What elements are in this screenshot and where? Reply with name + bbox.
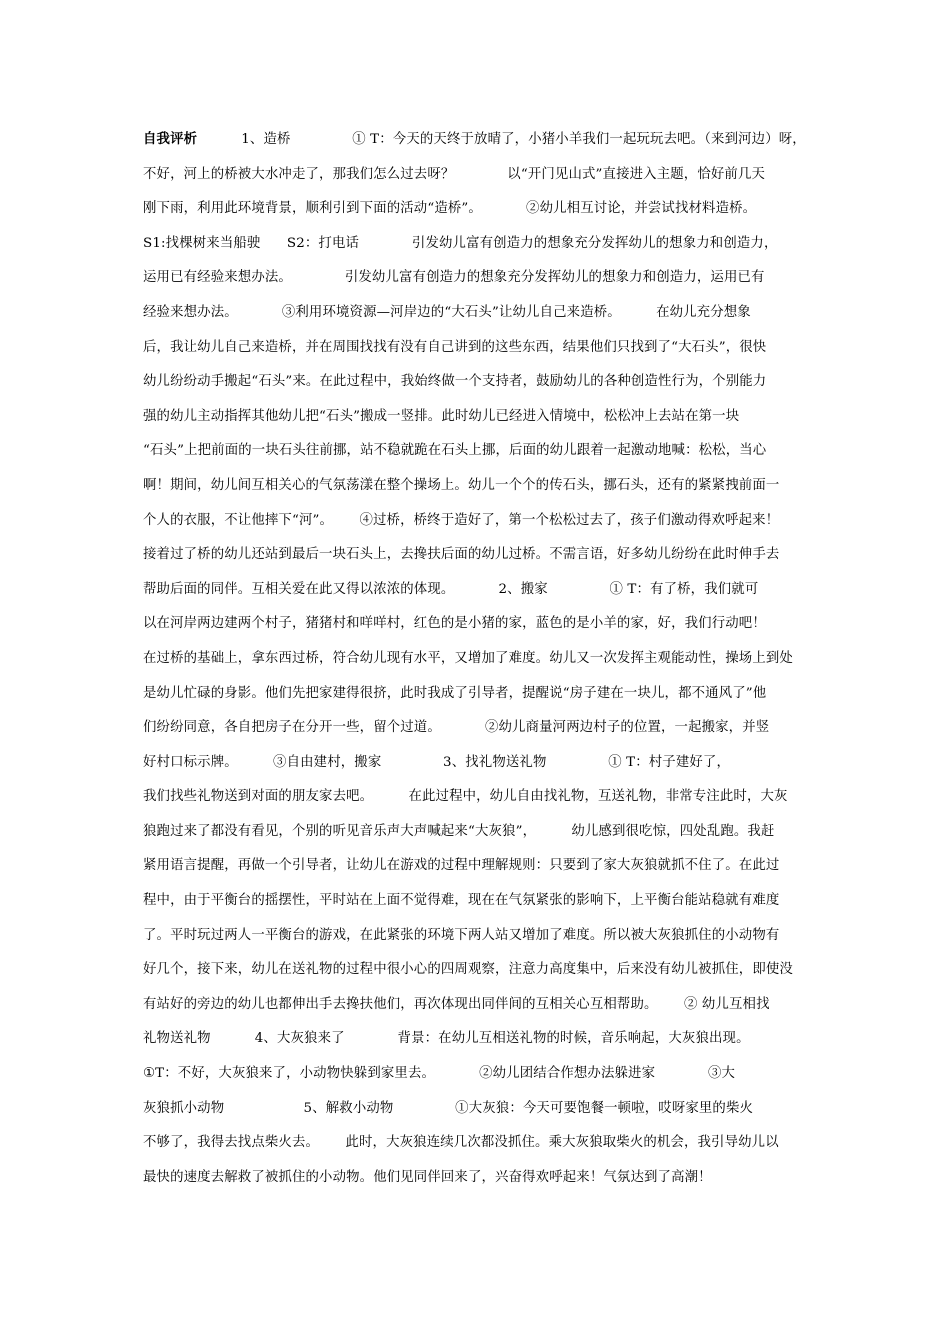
text-line: 是幼儿忙碌的身影。他们先把家建得很挤，此时我成了引导者，提醒说“房子建在一块儿，都不通风了”他: [143, 685, 767, 701]
text-line: S1:找棵树来当船驶 S2：打电话 引发幼儿富有创造力的想象充分发挥幼儿的想象力和创造力，: [143, 235, 778, 251]
text-line: 好几个，接下来，幼儿在送礼物的过程中很小心的四周观察，注意力高度集中，后来没有幼儿被抓住，即使没: [143, 962, 793, 978]
text-line: 我们找些礼物送到对面的朋友家去吧。 在此过程中，幼儿自由找礼物，互送礼物，非常专注此时，大灰: [143, 789, 788, 805]
text-line: 不够了，我得去找点柴火去。 此时，大灰狼连续几次都没抓住。乘大灰狼取柴火的机会，我引导幼儿以: [143, 1135, 779, 1151]
text-line: 个人的衣服，不让他摔下“河”。 ④过桥，桥终于造好了，第一个松松过去了，孩子们激动得欢呼起来！: [143, 512, 780, 528]
text-line: 了。平时玩过两人一平衡台的游戏，在此紧张的环境下两人站又增加了难度。所以被大灰狼抓住的小动物有: [143, 927, 780, 943]
text-line: 幼儿纷纷动手搬起“石头”来。在此过程中，我始终做一个支持者，鼓励幼儿的各种创造性行为，个别能力: [143, 374, 767, 390]
text-line: [143, 123, 815, 158]
text-line: ①T：不好，大灰狼来了，小动物快躲到家里去。 ②幼儿团结合作想办法躲进家 ③大: [143, 1066, 736, 1082]
section-heading: 自我评析: [143, 132, 198, 147]
text-line: 以在河岸两边建两个村子，猪猪村和咩咩村，红色的是小猪的家，蓝色的是小羊的家，好，我们行动吧！: [143, 616, 766, 632]
text-line: 灰狼抓小动物 5、解救小动物 ①大灰狼：今天可要饱餐一顿啦，哎呀家里的柴火: [143, 1100, 754, 1116]
text-line: 不好，河上的桥被大水冲走了，那我们怎么过去呀？ 以“开门见山式”直接进入主题，恰好前几天: [143, 166, 766, 182]
text-line: 强的幼儿主动指挥其他幼儿把“石头”搬成一竖排。此时幼儿已经进入情境中，松松冲上去站在第一块: [143, 408, 740, 424]
text-line: 好村口标示牌。 ③自由建村，搬家 3、找礼物送礼物 ① T：村子建好了，: [143, 754, 731, 770]
text-line: 接着过了桥的幼儿还站到最后一块石头上，去搀扶后面的幼儿过桥。不需言语，好多幼儿纷纷在此时伸手去: [143, 547, 780, 563]
text-line: 帮助后面的同伴。互相关爱在此又得以浓浓的体现。 2、搬家 ① T：有了桥，我们就可: [143, 581, 759, 597]
text-line: 运用已有经验来想办法。 引发幼儿富有创造力的想象充分发挥幼儿的想象力和创造力，运用已有: [143, 270, 765, 286]
text-line: 最快的速度去解救了被抓住的小动物。他们见同伴回来了，兴奋得欢呼起来！气氛达到了高潮！: [143, 1169, 712, 1185]
text-line: 紧用语言提醒，再做一个引导者，让幼儿在游戏的过程中理解规则：只要到了家大灰狼就抓不住了。在此过: [143, 858, 780, 874]
text-line: 程中，由于平衡台的摇摆性，平时站在上面不觉得难，现在在气氛紧张的影响下，上平衡台能站稳就有难度: [143, 893, 780, 909]
text-line: “石头”上把前面的一块石头往前挪，站不稳就跪在石头上挪，后面的幼儿跟着一起激动地喊：松松，当心: [143, 443, 767, 459]
text-line-content: 1、造桥 ① T：今天的天终于放晴了，小猪小羊我们一起玩玩去吧。（来到河边）呀，: [197, 132, 806, 147]
text-line: 后，我让幼儿自己来造桥，并在周围找找有没有自己讲到的这些东西，结果他们只找到了“大石头”，很快: [143, 339, 767, 355]
text-line: 经验来想办法。 ③利用环境资源—河岸边的“大石头”让幼儿自己来造桥。 在幼儿充分想象: [143, 304, 751, 320]
body-text: [143, 123, 815, 1195]
text-line: 礼物送礼物 4、大灰狼来了 背景：在幼儿互相送礼物的时候，音乐响起，大灰狼出现。: [143, 1031, 750, 1047]
text-line: 在过桥的基础上，拿东西过桥，符合幼儿现有水平，又增加了难度。幼儿又一次发挥主观能动性，操场上到处: [143, 650, 793, 666]
text-line: 啊！期间，幼儿间互相关心的气氛荡漾在整个操场上。幼儿一个个的传石头，挪石头，还有的紧紧拽前面一: [143, 477, 780, 493]
text-line: 刚下雨，利用此环境背景，顺利引到下面的活动“造桥”。 ②幼儿相互讨论，并尝试找材料造桥。: [143, 201, 757, 217]
text-line: 有站好的旁边的幼儿也都伸出手去搀扶他们，再次体现出同伴间的互相关心互相帮助。 ② 幼儿互相找: [143, 996, 770, 1012]
text-line: 们纷纷同意，各自把房子在分开一些，留个过道。 ②幼儿商量河两边村子的位置，一起搬家，并竖: [143, 720, 770, 736]
text-line: 狼跑过来了都没有看见，个别的听见音乐声大声喊起来“大灰狼”， 幼儿感到很吃惊，四处乱跑。我赶: [143, 823, 775, 839]
